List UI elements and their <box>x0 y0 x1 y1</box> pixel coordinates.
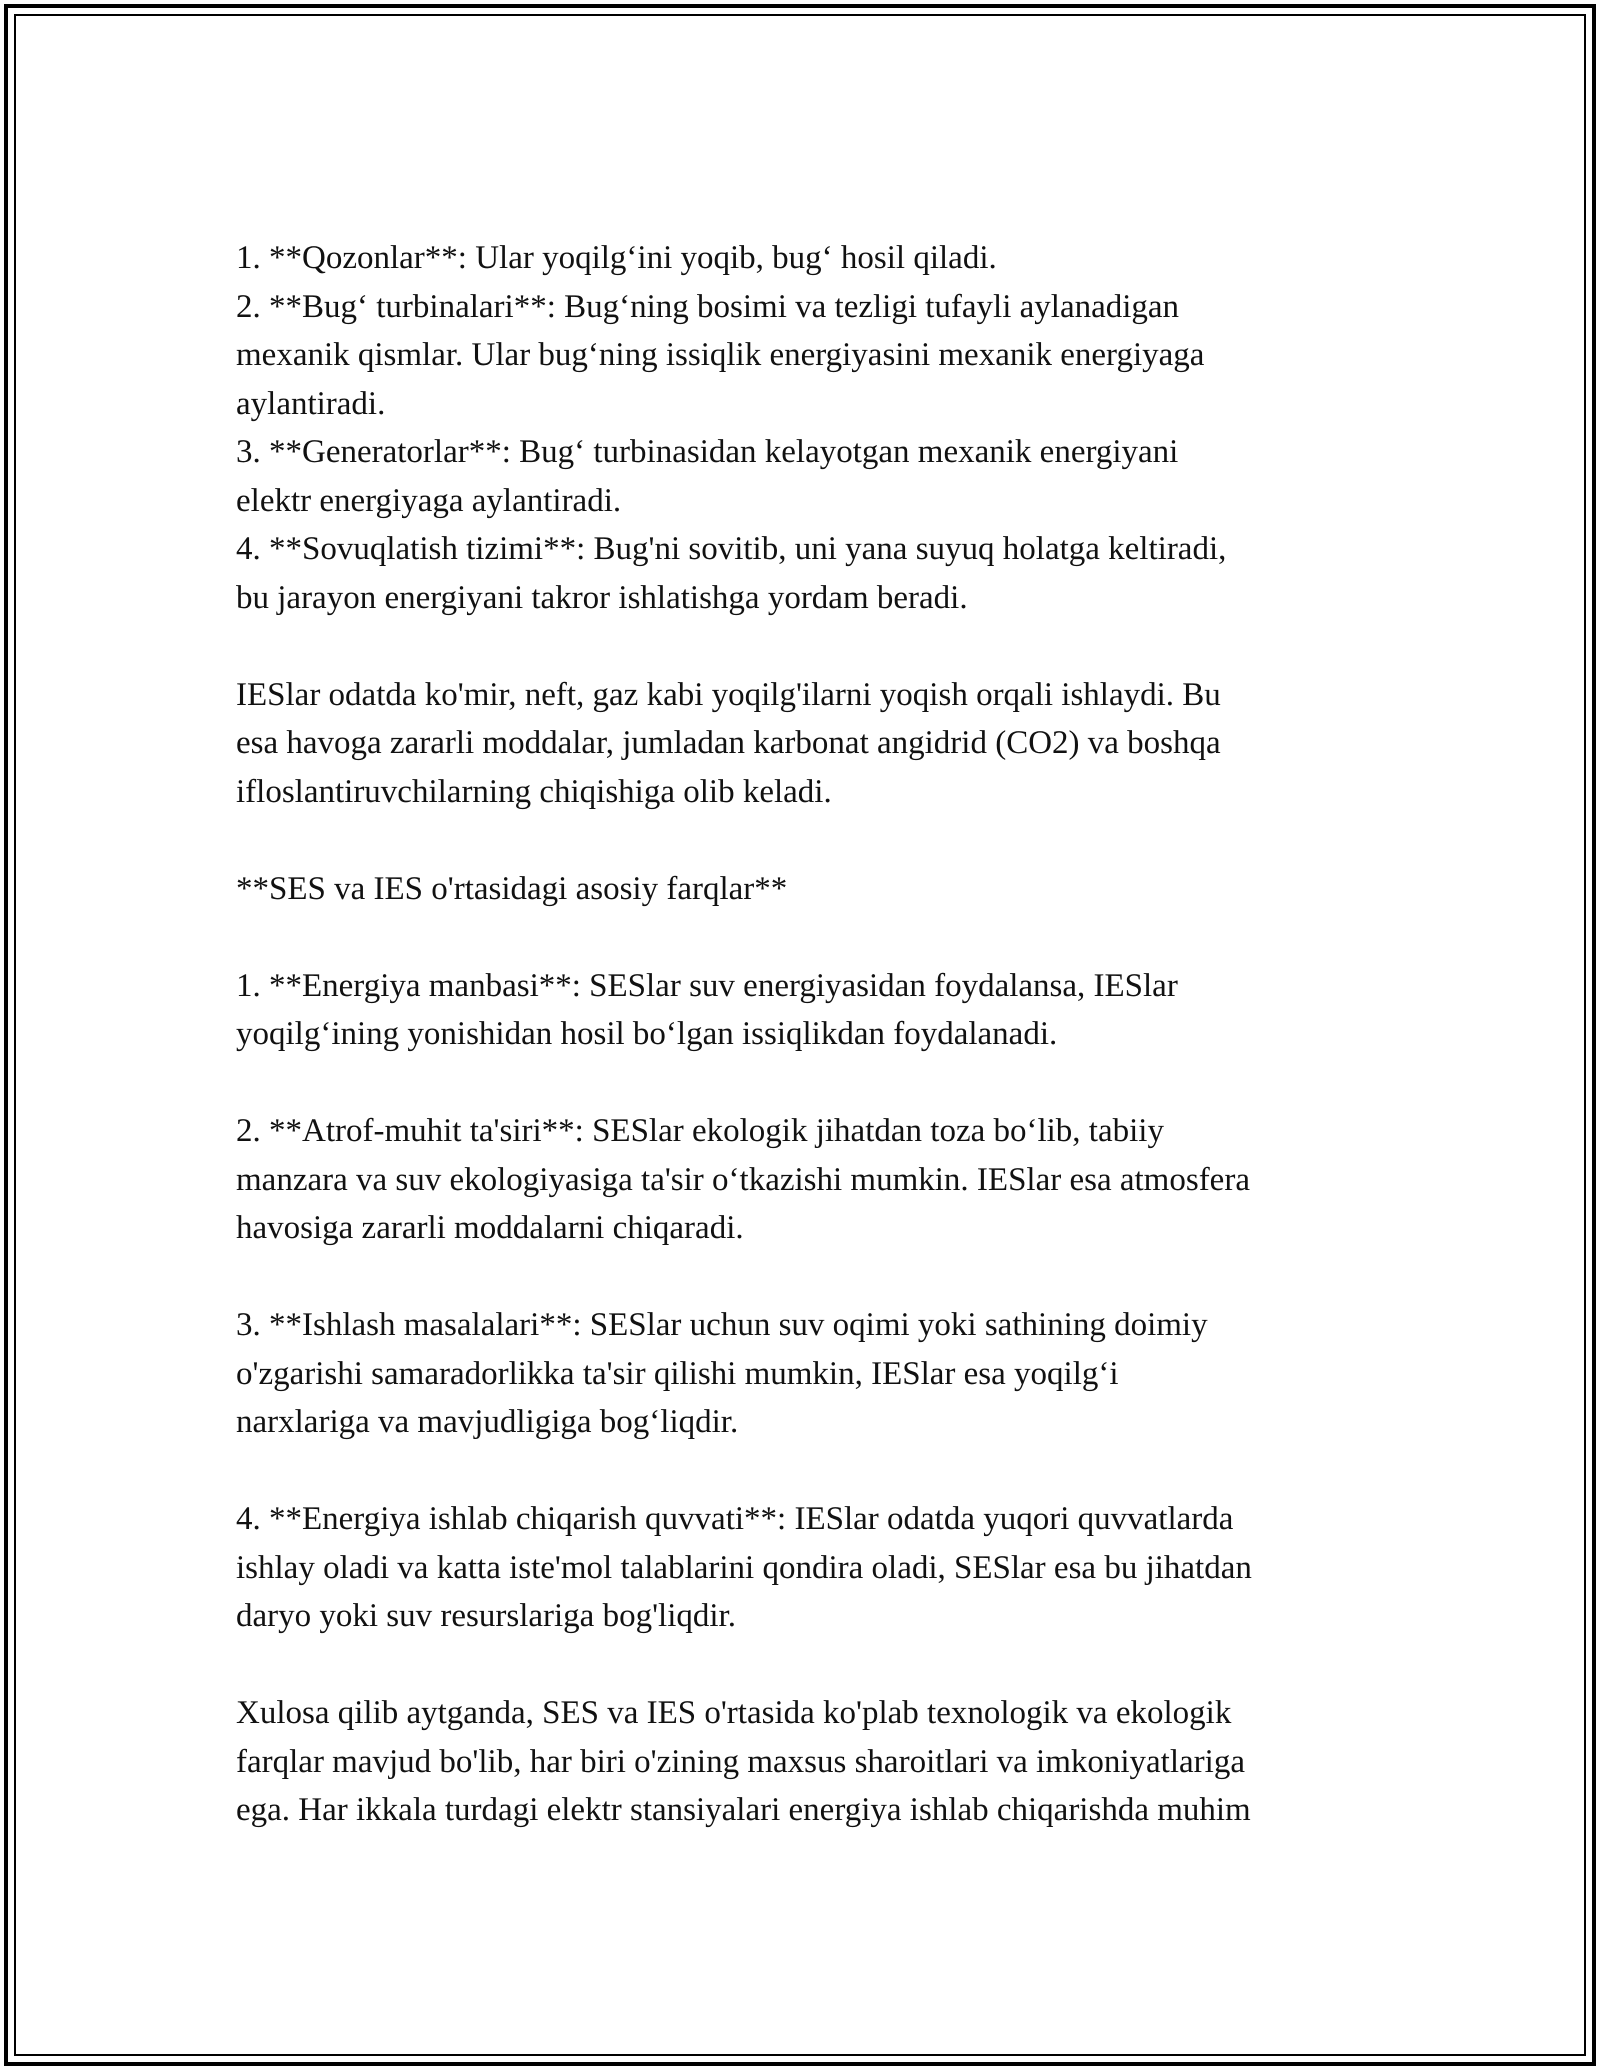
difference-item-3 <box>236 1301 1376 1447</box>
text-line: ega. Har ikkala turdagi elektr stansiyalari energiya ishlab chiqarishda muhim <box>236 1792 1251 1828</box>
text-line: 3. **Generatorlar**: Bug‘ turbinasidan kelayotgan mexanik energiyani <box>236 434 1179 470</box>
text-line: 4. **Sovuqlatish tizimi**: Bug'ni sovitib, uni yana suyuq holatga keltiradi, <box>236 531 1227 567</box>
text-line: daryo yoki suv resurslariga bog'liqdir. <box>236 1598 736 1634</box>
paragraph-gap <box>236 1641 1376 1690</box>
section-heading <box>236 865 1376 914</box>
list-paragraph <box>236 234 1376 622</box>
difference-item-1 <box>236 962 1376 1059</box>
text-line: havosiga zararli moddalarni chiqaradi. <box>236 1210 744 1246</box>
text-line: manzara va suv ekologiyasiga ta'sir o‘tkazishi mumkin. IESlar esa atmosfera <box>236 1161 1250 1198</box>
text-line: narxlariga va mavjudligiga bog‘liqdir. <box>236 1404 739 1440</box>
text-line: elektr energiyaga aylantiradi. <box>236 482 622 519</box>
paragraph-gap <box>236 1253 1376 1302</box>
text-line: farqlar mavjud bo'lib, har biri o'zining maxsus sharoitlari va imkoniyatlariga <box>236 1743 1245 1780</box>
text-line: 2. **Bug‘ turbinalari**: Bug‘ning bosimi va tezligi tufayli aylanadigan <box>236 288 1180 325</box>
text-line: 3. **Ishlash masalalari**: SESlar uchun suv oqimi yoki sathining doimiy <box>236 1307 1208 1343</box>
paragraph-gap <box>236 1447 1376 1496</box>
difference-item-4 <box>236 1495 1376 1641</box>
text-line: 1. **Energiya manbasi**: SESlar suv energiyasidan foydalansa, IESlar <box>236 967 1178 1004</box>
text-line: ishlay oladi va katta iste'mol talablarini qondira oladi, SESlar esa bu jihatdan <box>236 1549 1252 1586</box>
text-line: o'zgarishi samaradorlikka ta'sir qilishi mumkin, IESlar esa yoqilg‘i <box>236 1355 1119 1392</box>
paragraph-gap <box>236 816 1376 865</box>
paragraph-gap <box>236 622 1376 671</box>
document-body <box>236 234 1376 1835</box>
text-line: IESlar odatda ko'mir, neft, gaz kabi yoqilg'ilarni yoqish orqali ishlaydi. Bu <box>236 676 1221 713</box>
ies-paragraph <box>236 671 1376 817</box>
difference-item-2 <box>236 1107 1376 1253</box>
text-line: esa havoga zararli moddalar, jumladan karbonat angidrid (CO2) va boshqa <box>236 725 1221 761</box>
text-line: 2. **Atrof-muhit ta'siri**: SESlar ekologik jihatdan toza bo‘lib, tabiiy <box>236 1113 1164 1149</box>
text-line: aylantiradi. <box>236 385 386 422</box>
text-line: 4. **Energiya ishlab chiqarish quvvati**: IESlar odatda yuqori quvvatlarda <box>236 1501 1234 1537</box>
paragraph-gap <box>236 913 1376 962</box>
conclusion-paragraph <box>236 1689 1376 1835</box>
text-line: mexanik qismlar. Ular bug‘ning issiqlik energiyasini mexanik energiyaga <box>236 337 1205 373</box>
heading-line: **SES va IES o'rtasidagi asosiy farqlar** <box>236 870 788 907</box>
text-line: ifloslantiruvchilarning chiqishiga olib keladi. <box>236 773 832 810</box>
text-line: yoqilg‘ining yonishidan hosil bo‘lgan issiqlikdan foydalanadi. <box>236 1016 1058 1052</box>
text-line: bu jarayon energiyani takror ishlatishga yordam beradi. <box>236 579 968 616</box>
paragraph-gap <box>236 1059 1376 1108</box>
text-line: Xulosa qilib aytganda, SES va IES o'rtasida ko'plab texnologik va ekologik <box>236 1695 1232 1731</box>
text-line: 1. **Qozonlar**: Ular yoqilg‘ini yoqib, bug‘ hosil qiladi. <box>236 240 997 276</box>
